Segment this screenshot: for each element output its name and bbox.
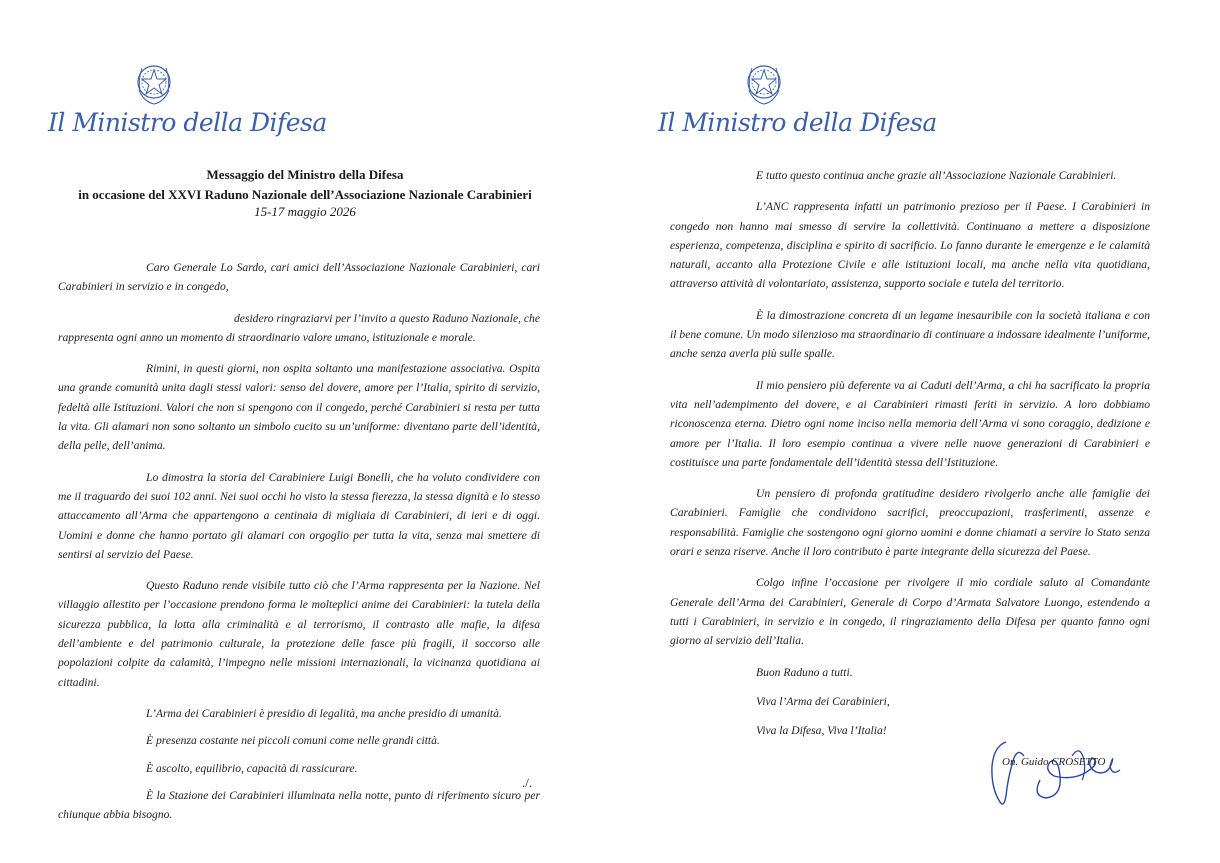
closing-line: Viva l’Arma dei Carabinieri, bbox=[756, 694, 890, 708]
signature-block bbox=[988, 736, 1138, 810]
salutation: Caro Generale Lo Sardo, cari amici dell’Associazione Nazionale Carabinieri, cari Carabinieri in servizio e in congedo, bbox=[58, 261, 540, 294]
heading-line-1: Messaggio del Ministro della Difesa bbox=[206, 167, 404, 182]
closing-line: Buon Raduno a tutti. bbox=[756, 665, 853, 679]
continue-mark: ./. bbox=[522, 775, 533, 790]
heading-line-2: in occasione del XXVI Raduno Nazionale dell’Associazione Nazionale Carabinieri bbox=[78, 187, 532, 202]
paragraph: L’ANC rappresenta infatti un patrimonio prezioso per il Paese. I Carabinieri in congedo non hanno mai smesso di servire la collettività. Continuano a mettere a disposizione esperienza, competenza, disciplina e spirito di sacrificio. Lo fanno durante le emergenze e le calamità naturali, accanto alla Protezione Civile e alle istituzioni locali, ma anche nella vita quotidiana, attraverso attività di volontariato, assistenza, supporto sociale e tutela del territorio. bbox=[670, 200, 1150, 291]
paragraph: Lo dimostra la storia del Carabiniere Luigi Bonelli, che ha voluto condividere con me il traguardo dei suoi 102 anni. Nei suoi occhi ho visto la stessa fierezza, la stessa dignità e lo stesso attaccamento all’Arma che appartengono a centinaia di migliaia di Carabinieri, di ieri e di oggi. Uomini e donne che hanno portato gli alamari con orgoglio per tutta la vita, senza mai smettere di sentirsi al servizio del Paese. bbox=[58, 470, 540, 561]
paragraph: È la Stazione dei Carabinieri illuminata nella notte, punto di riferimento sicuro per chiunque abbia bisogno. bbox=[58, 788, 540, 822]
paragraph: Il mio pensiero più deferente va ai Caduti dell’Arma, a chi ha sacrificato la propria vita nell’adempimento del dovere, e ai Carabinieri rimasti feriti in servizio. A loro dobbiamo riconoscenza eterna. Dietro ogni nome inciso nella memoria dell’Arma vi sono coraggio, dedizione e amore per l’Italia. Il loro esempio continua a vivere nelle nuove generazioni di Carabinieri e costituisce una parte fondamentale dell’identità stessa dell’Istituzione. bbox=[670, 378, 1150, 469]
paragraph: Rimini, in questi giorni, non ospita soltanto una manifestazione associativa. Ospita una grande comunità unita dagli stessi valori: senso del dovere, amore per l’Italia, spirito di servizio, fedeltà alle Istituzioni. Valori che non si spengono con il congedo, perché Carabinieri si resta per tutta la vita. Gli alamari non sono soltanto un simbolo cucito su un’uniforme: diventano parte dell’identità, della pelle, dell’anima. bbox=[58, 362, 540, 453]
paragraph: È la dimostrazione concreta di un legame inesauribile con la società italiana e con il bene comune. Un modo silenzioso ma straordinario di continuare a indossare idealmente l’uniforme, anche senza averla più sulle spalle. bbox=[670, 308, 1150, 361]
paragraph: Questo Raduno rende visibile tutto ciò che l’Arma rappresenta per la Nazione. Nel villaggio allestito per l’occasione prendono forma le molteplici anime dei Carabinieri: la tutela della sicurezza pubblica, la lotta alla criminalità e al terrorismo, il contrasto alle mafie, la difesa dell’ambiente e del patrimonio culturale, la protezione delle fasce più fragili, il soccorso alle popolazioni colpite da calamità, l’impegno nelle missioni internazionali, la vicinanza quotidiana ai cittadini. bbox=[58, 579, 540, 689]
signatory-name: On. Guido CROSETTO bbox=[1002, 756, 1106, 768]
right-body bbox=[670, 166, 1150, 750]
closing-line: Viva la Difesa, Viva l’Italia! bbox=[756, 724, 887, 738]
message-heading bbox=[0, 165, 610, 219]
heading-date: 15-17 maggio 2026 bbox=[254, 204, 356, 219]
letterhead-title: Il Ministro della Difesa bbox=[658, 108, 937, 137]
paragraph: L’Arma dei Carabinieri è presidio di legalità, ma anche presidio di umanità. bbox=[146, 706, 502, 720]
emblem-icon bbox=[134, 60, 174, 106]
signature-scribble-icon bbox=[988, 736, 1138, 810]
left-body bbox=[58, 258, 540, 832]
paragraph: Colgo infine l’occasione per rivolgere il mio cordiale saluto al Comandante Generale dell’Arma dei Carabinieri, Generale di Corpo d’Armata Salvatore Luongo, estendendo a tutti i Carabinieri, in servizio e in congedo, il ringraziamento della Difesa per quanto fanno ogni giorno al servizio dell’Italia. bbox=[670, 576, 1150, 648]
paragraph: È ascolto, equilibrio, capacità di rassicurare. bbox=[146, 761, 358, 775]
page-right bbox=[610, 0, 1220, 863]
letterhead-title: Il Ministro della Difesa bbox=[48, 108, 327, 137]
paragraph: Un pensiero di profonda gratitudine desidero rivolgerlo anche alle famiglie dei Carabinieri. Famiglie che condividono sacrifici, preoccupazioni, trasferimenti, assenze e responsabilità. Famiglie che sostengono ogni giorno uomini e donne chiamati a servire lo Stato senza orari e senza riserve. Anche il loro contributo è parte integrante della sicurezza del Paese. bbox=[670, 487, 1150, 559]
paragraph: desidero ringraziarvi per l’invito a questo Raduno Nazionale, che rappresenta ogni anno un momento di straordinario valore umano, istituzionale e morale. bbox=[58, 311, 540, 344]
paragraph: È presenza costante nei piccoli comuni come nelle grandi città. bbox=[146, 734, 440, 748]
emblem-icon bbox=[744, 60, 784, 106]
paragraph: E tutto questo continua anche grazie all’Associazione Nazionale Carabinieri. bbox=[756, 169, 1117, 182]
